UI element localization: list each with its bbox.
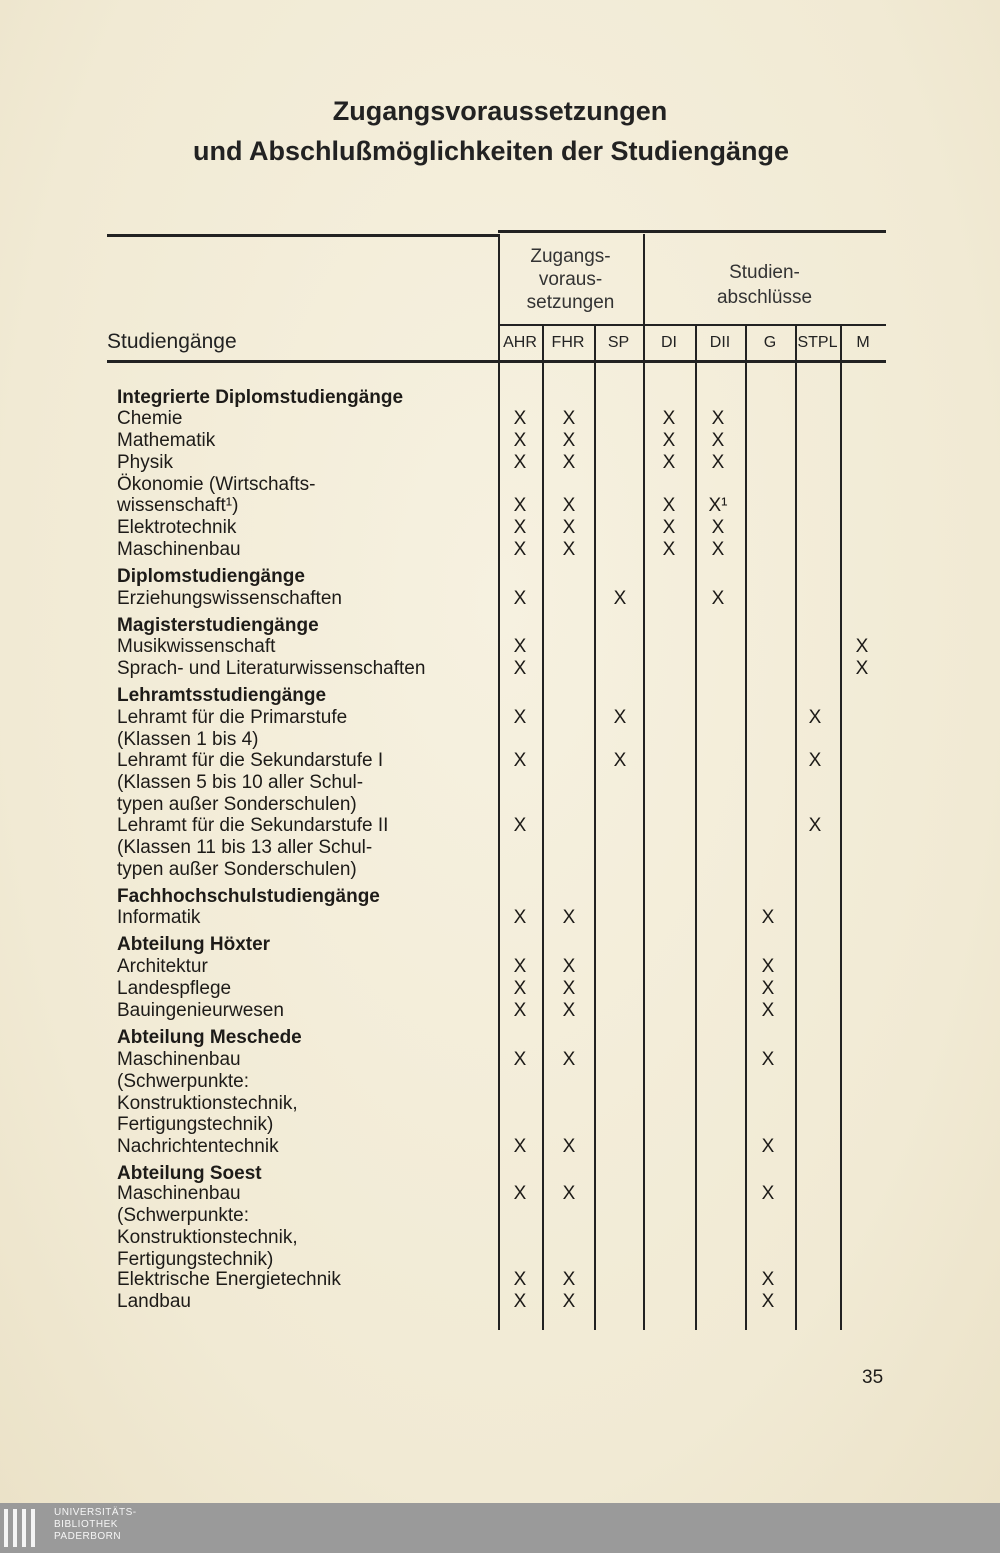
cell-mark-dii: X (711, 452, 725, 473)
header-bottom-rule (107, 360, 886, 363)
table-row-label: Musikwissenschaft (117, 636, 276, 657)
cell-mark-di: X (662, 495, 676, 516)
cell-mark-ahr: X (513, 956, 527, 977)
table-row-label: (Klassen 11 bis 13 aller Schul- (117, 837, 373, 858)
cell-mark-ahr: X (513, 658, 527, 679)
table-row-label: Landespflege (117, 978, 232, 999)
column-line (498, 234, 500, 1330)
section-heading: Diplomstudiengänge (117, 566, 305, 587)
cell-mark-di: X (662, 539, 676, 560)
table-row-label: Maschinenbau (117, 1183, 241, 1204)
header-studiengaenge: Studiengänge (107, 330, 237, 353)
column-line (745, 326, 747, 1330)
cell-mark-di: X (662, 408, 676, 429)
cell-mark-g: X (761, 907, 775, 928)
header-zugang-1: Zugangs- (530, 246, 611, 267)
table-row-label: Fertigungstechnik) (117, 1249, 274, 1270)
cell-mark-m: X (855, 658, 869, 679)
column-line (643, 234, 645, 1330)
cell-mark-ahr: X (513, 495, 527, 516)
header-abschluss-2: abschlüsse (716, 287, 813, 308)
cell-mark-ahr: X (513, 588, 527, 609)
cell-mark-g: X (761, 1136, 775, 1157)
table-row-label: (Klassen 5 bis 10 aller Schul- (117, 772, 364, 793)
table-row-label: (Schwerpunkte: (117, 1071, 250, 1092)
table-row-label: Nachrichtentechnik (117, 1136, 279, 1157)
cell-mark-ahr: X (513, 517, 527, 538)
table-row-label: Landbau (117, 1291, 191, 1312)
cell-mark-fhr: X (562, 452, 576, 473)
cell-mark-ahr: X (513, 1183, 527, 1204)
cell-mark-ahr: X (513, 1291, 527, 1312)
table-row-label: Informatik (117, 907, 201, 928)
table-row-label: Sprach- und Literaturwissenschaften (117, 658, 426, 679)
table-row-label: (Klassen 1 bis 4) (117, 729, 259, 750)
table-row-label: typen außer Sonderschulen) (117, 859, 357, 880)
page-number: 35 (862, 1367, 884, 1388)
header-abschluss-1: Studien- (729, 262, 800, 283)
cell-mark-fhr: X (562, 430, 576, 451)
cell-mark-m: X (855, 636, 869, 657)
cell-mark-ahr: X (513, 750, 527, 771)
header-code-di: DI (661, 334, 677, 351)
cell-mark-fhr: X (562, 1000, 576, 1021)
section-heading: Abteilung Höxter (117, 934, 271, 955)
cell-mark-fhr: X (562, 1291, 576, 1312)
table-row-label: Lehramt für die Sekundarstufe II (117, 815, 389, 836)
section-heading: Abteilung Soest (117, 1163, 262, 1184)
table-row-label: Physik (117, 452, 173, 473)
cell-mark-g: X (761, 1000, 775, 1021)
cell-mark-di: X (662, 430, 676, 451)
table-row-label: Maschinenbau (117, 1049, 241, 1070)
cell-mark-ahr: X (513, 1136, 527, 1157)
cell-mark-di: X (662, 452, 676, 473)
cell-mark-sp: X (613, 750, 627, 771)
cell-mark-di: X (662, 517, 676, 538)
header-divider-rule (498, 324, 886, 326)
library-name-line1: UNIVERSITÄTS- (54, 1507, 137, 1518)
cell-mark-fhr: X (562, 978, 576, 999)
cell-mark-ahr: X (513, 430, 527, 451)
cell-mark-dii: X (711, 430, 725, 451)
cell-mark-g: X (761, 1183, 775, 1204)
column-line (594, 326, 596, 1330)
cell-mark-ahr: X (513, 1000, 527, 1021)
library-name-line3: PADERBORN (54, 1531, 122, 1542)
column-line (795, 326, 797, 1330)
cell-mark-dii: X (711, 517, 725, 538)
cell-mark-stpl: X (808, 815, 822, 836)
column-line (695, 326, 697, 1330)
page-title-line2: und Abschlußmöglichkeiten der Studiengänge (192, 136, 790, 166)
library-name (54, 1507, 137, 1543)
header-zugang-2: voraus- (538, 269, 603, 290)
table-row-label: Elektrische Energietechnik (117, 1269, 341, 1290)
table-row-label: Ökonomie (Wirtschafts- (117, 474, 316, 495)
cell-mark-fhr: X (562, 408, 576, 429)
cell-mark-fhr: X (562, 539, 576, 560)
table-row-label: Architektur (117, 956, 208, 977)
section-heading: Abteilung Meschede (117, 1027, 302, 1048)
cell-mark-ahr: X (513, 907, 527, 928)
table-row-label: wissenschaft¹) (117, 495, 239, 516)
cell-mark-sp: X (613, 588, 627, 609)
cell-mark-g: X (761, 978, 775, 999)
cell-mark-fhr: X (562, 1049, 576, 1070)
table-row-label: Fertigungstechnik) (117, 1114, 274, 1135)
cell-mark-g: X (761, 1049, 775, 1070)
cell-mark-stpl: X (808, 707, 822, 728)
cell-mark-ahr: X (513, 978, 527, 999)
table-row-label: Lehramt für die Sekundarstufe I (117, 750, 384, 771)
cell-mark-ahr: X (513, 408, 527, 429)
cell-mark-g: X (761, 1291, 775, 1312)
column-line (542, 326, 544, 1330)
cell-mark-fhr: X (562, 517, 576, 538)
library-logo-icon (4, 1509, 40, 1552)
cell-mark-ahr: X (513, 1049, 527, 1070)
table-top-rule-right (498, 230, 886, 233)
cell-mark-dii: X¹ (708, 495, 728, 516)
table-row-label: (Schwerpunkte: (117, 1205, 250, 1226)
table-row-label: Erziehungswissenschaften (117, 588, 342, 609)
column-line (840, 326, 842, 1330)
cell-mark-fhr: X (562, 1136, 576, 1157)
cell-mark-ahr: X (513, 815, 527, 836)
table-row-label: Lehramt für die Primarstufe (117, 707, 348, 728)
cell-mark-fhr: X (562, 495, 576, 516)
table-row-label: Mathematik (117, 430, 216, 451)
cell-mark-dii: X (711, 408, 725, 429)
section-heading: Fachhochschulstudiengänge (117, 886, 380, 907)
table-row-label: Bauingenieurwesen (117, 1000, 284, 1021)
cell-mark-sp: X (613, 707, 627, 728)
table-row-label: typen außer Sonderschulen) (117, 794, 357, 815)
table-row-label: Chemie (117, 408, 183, 429)
cell-mark-g: X (761, 1269, 775, 1290)
cell-mark-dii: X (711, 588, 725, 609)
header-code-g: G (763, 334, 777, 351)
section-heading: Magisterstudiengänge (117, 615, 319, 636)
header-code-stpl: STPL (797, 334, 838, 351)
table-row-label: Elektrotechnik (117, 517, 237, 538)
library-footer (0, 1503, 1000, 1553)
header-code-dii: DII (709, 334, 731, 351)
cell-mark-fhr: X (562, 907, 576, 928)
page-title-line1: Zugangsvoraussetzungen (332, 96, 668, 126)
section-heading: Integrierte Diplomstudiengänge (117, 387, 404, 408)
cell-mark-ahr: X (513, 539, 527, 560)
cell-mark-fhr: X (562, 1183, 576, 1204)
table-row-label: Konstruktionstechnik, (117, 1227, 298, 1248)
cell-mark-stpl: X (808, 750, 822, 771)
cell-mark-fhr: X (562, 956, 576, 977)
cell-mark-ahr: X (513, 636, 527, 657)
cell-mark-ahr: X (513, 1269, 527, 1290)
table-row-label: Konstruktionstechnik, (117, 1093, 298, 1114)
library-name-line2: BIBLIOTHEK (54, 1519, 118, 1530)
cell-mark-ahr: X (513, 707, 527, 728)
table-top-rule (107, 234, 498, 237)
cell-mark-g: X (761, 956, 775, 977)
cell-mark-dii: X (711, 539, 725, 560)
cell-mark-ahr: X (513, 452, 527, 473)
cell-mark-fhr: X (562, 1269, 576, 1290)
header-code-m: M (856, 334, 870, 351)
header-code-fhr: FHR (551, 334, 585, 351)
header-code-ahr: AHR (503, 334, 537, 351)
header-zugang-3: setzungen (526, 292, 615, 313)
table-row-label: Maschinenbau (117, 539, 241, 560)
header-code-sp: SP (607, 334, 630, 351)
section-heading: Lehramtsstudiengänge (117, 685, 327, 706)
